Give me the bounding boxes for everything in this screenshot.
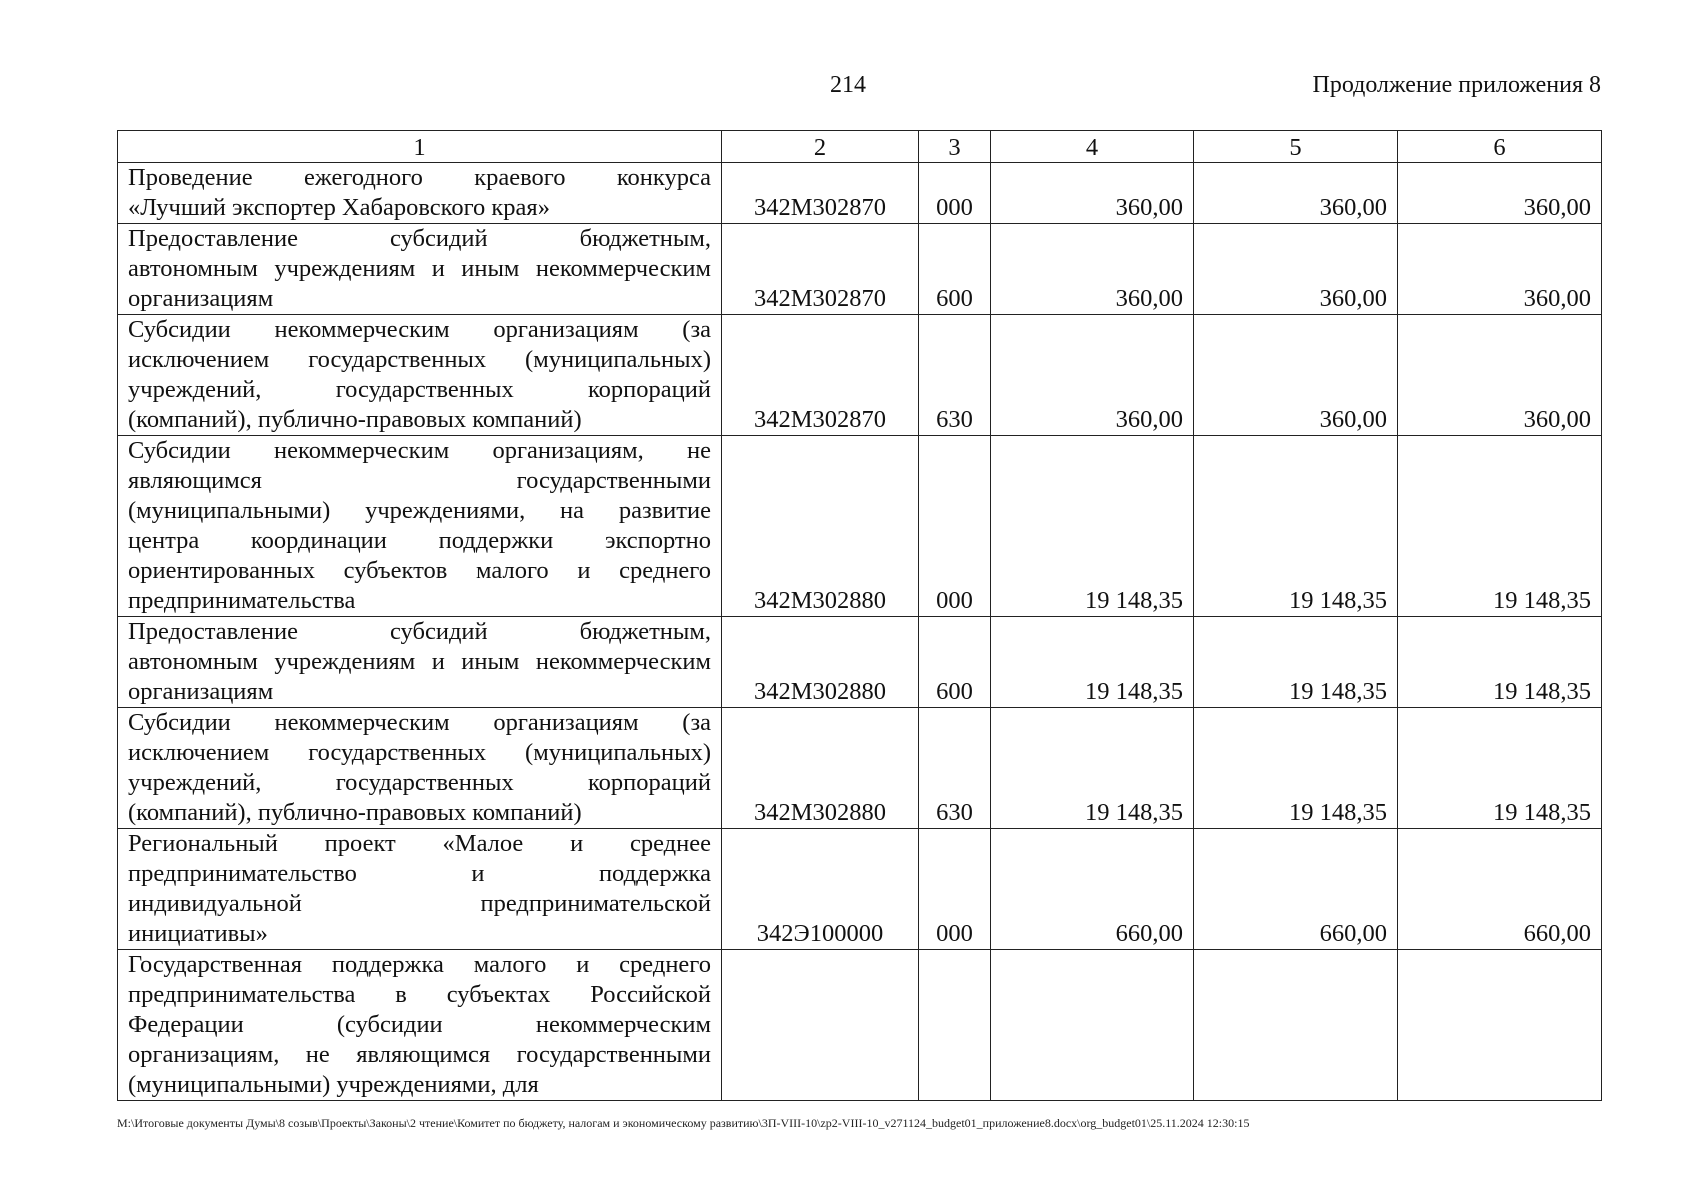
row-name-line: Предоставление субсидий бюджетным, [128, 225, 711, 252]
page-number: 214 [830, 72, 866, 98]
row-name-line: (муниципальными) учреждениями, на развитие [128, 497, 711, 524]
row-name-line: Субсидии некоммерческим организациям (за [128, 709, 711, 736]
row-name-line: автономным учреждениям и иным некоммерческим [128, 255, 711, 282]
amount-col5-cell: 19 148,35 [1194, 617, 1398, 708]
amount-col4-cell: 360,00 [991, 224, 1194, 315]
target-code-cell: 342М302870 [722, 163, 919, 224]
amount-col4-cell: 19 148,35 [991, 708, 1194, 829]
amount-col5-cell [1194, 950, 1398, 1101]
amount-col4-cell: 660,00 [991, 829, 1194, 950]
row-name-line: (муниципальными) учреждениями, для [128, 1071, 539, 1098]
row-name-line: предпринимательства в субъектах Российской [128, 981, 711, 1008]
table-row [118, 436, 1602, 617]
row-name-line: учреждений, государственных корпораций [128, 376, 711, 403]
expense-type-cell: 600 [919, 224, 991, 315]
table-row [118, 708, 1602, 829]
target-code-cell [722, 950, 919, 1101]
amount-col6-cell: 360,00 [1398, 224, 1602, 315]
column-header-1: 1 [118, 131, 722, 163]
row-name-line: автономным учреждениям и иным некоммерческим [128, 648, 711, 675]
row-name-line: ориентированных субъектов малого и среднего [128, 557, 711, 584]
row-name-cell [118, 436, 722, 617]
target-code-cell: 342М302880 [722, 436, 919, 617]
expense-type-cell: 000 [919, 436, 991, 617]
column-header-2: 2 [722, 131, 919, 163]
amount-col4-cell: 360,00 [991, 163, 1194, 224]
table-row [118, 617, 1602, 708]
amount-col4-cell: 19 148,35 [991, 436, 1194, 617]
row-name-line: (компаний), публично-правовых компаний) [128, 406, 582, 433]
table-row [118, 224, 1602, 315]
expense-type-cell: 630 [919, 315, 991, 436]
row-name-line: Федерации (субсидии некоммерческим [128, 1011, 711, 1038]
amount-col6-cell: 360,00 [1398, 315, 1602, 436]
appendix-continuation-heading: Продолжение приложения 8 [1312, 72, 1601, 98]
row-name-line: исключением государственных (муниципальных) [128, 739, 711, 766]
row-name-line: организациям [128, 678, 274, 705]
target-code-cell: 342М302880 [722, 708, 919, 829]
row-name-line: инициативы» [128, 920, 268, 947]
amount-col6-cell: 19 148,35 [1398, 708, 1602, 829]
row-name-line: организациям, не являющимся государственными [128, 1041, 711, 1068]
row-name-line: учреждений, государственных корпораций [128, 769, 711, 796]
row-name-cell [118, 163, 722, 224]
row-name-line: индивидуальной предпринимательской [128, 890, 711, 917]
amount-col5-cell: 360,00 [1194, 224, 1398, 315]
row-name-line: являющимся государственными [128, 467, 711, 494]
row-name-line: Субсидии некоммерческим организациям, не [128, 437, 711, 464]
amount-col5-cell: 19 148,35 [1194, 436, 1398, 617]
target-code-cell: 342М302870 [722, 224, 919, 315]
row-name-line: Проведение ежегодного краевого конкурса [128, 164, 711, 191]
row-name-line: Субсидии некоммерческим организациям (за [128, 316, 711, 343]
column-header-6: 6 [1398, 131, 1602, 163]
amount-col5-cell: 660,00 [1194, 829, 1398, 950]
table-header-row [118, 131, 1602, 163]
row-name-line: организациям [128, 285, 274, 312]
amount-col4-cell: 19 148,35 [991, 617, 1194, 708]
row-name-cell [118, 950, 722, 1101]
table-row [118, 829, 1602, 950]
document-file-path: M:\Итоговые документы Думы\8 созыв\Проекты\Законы\2 чтение\Комитет по бюджету, налогам и экономическому развитию\3П-VIII-10\zp2-VIII-10_v271124_budget01_приложение8.docx\org_budget01\25.11.2024 12:30:15 [117, 1116, 1250, 1130]
table-row [118, 315, 1602, 436]
amount-col6-cell: 19 148,35 [1398, 436, 1602, 617]
row-name-cell [118, 224, 722, 315]
row-name-line: центра координации поддержки экспортно [128, 527, 711, 554]
row-name-line: предпринимательства [128, 587, 356, 614]
amount-col6-cell: 660,00 [1398, 829, 1602, 950]
table-row [118, 950, 1602, 1101]
target-code-cell: 342М302880 [722, 617, 919, 708]
target-code-cell: 342Э100000 [722, 829, 919, 950]
row-name-cell [118, 829, 722, 950]
table-body [118, 163, 1602, 1101]
amount-col6-cell: 360,00 [1398, 163, 1602, 224]
column-header-5: 5 [1194, 131, 1398, 163]
target-code-cell: 342М302870 [722, 315, 919, 436]
expense-type-cell: 630 [919, 708, 991, 829]
expense-type-cell: 000 [919, 829, 991, 950]
row-name-line: исключением государственных (муниципальных) [128, 346, 711, 373]
row-name-line: «Лучший экспортер Хабаровского края» [128, 194, 550, 221]
expense-type-cell [919, 950, 991, 1101]
amount-col4-cell: 360,00 [991, 315, 1194, 436]
row-name-line: Региональный проект «Малое и среднее [128, 830, 711, 857]
amount-col6-cell [1398, 950, 1602, 1101]
row-name-line: Предоставление субсидий бюджетным, [128, 618, 711, 645]
expense-type-cell: 000 [919, 163, 991, 224]
row-name-cell [118, 315, 722, 436]
amount-col5-cell: 19 148,35 [1194, 708, 1398, 829]
budget-table [117, 130, 1602, 1101]
row-name-cell [118, 617, 722, 708]
expense-type-cell: 600 [919, 617, 991, 708]
row-name-line: (компаний), публично-правовых компаний) [128, 799, 582, 826]
amount-col5-cell: 360,00 [1194, 315, 1398, 436]
column-header-3: 3 [919, 131, 991, 163]
amount-col5-cell: 360,00 [1194, 163, 1398, 224]
row-name-line: предпринимательство и поддержка [128, 860, 711, 887]
amount-col6-cell: 19 148,35 [1398, 617, 1602, 708]
row-name-line: Государственная поддержка малого и среднего [128, 951, 711, 978]
column-header-4: 4 [991, 131, 1194, 163]
amount-col4-cell [991, 950, 1194, 1101]
table-row [118, 163, 1602, 224]
row-name-cell [118, 708, 722, 829]
